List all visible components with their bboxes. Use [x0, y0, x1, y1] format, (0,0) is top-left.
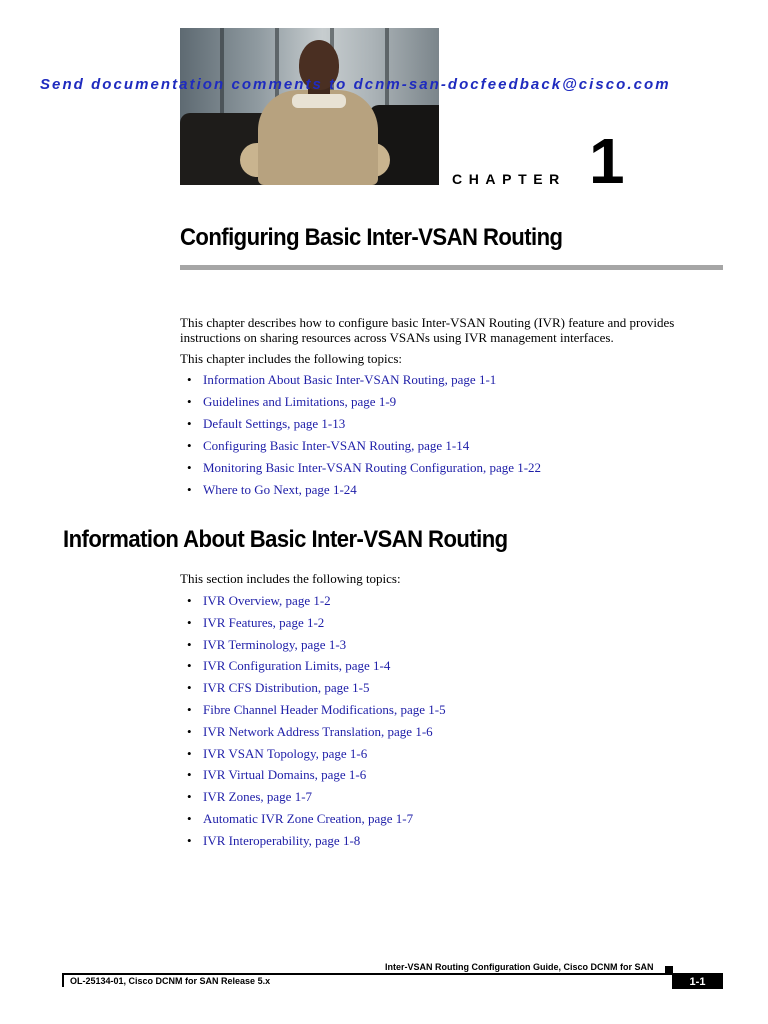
topic-link[interactable]: IVR Virtual Domains, page 1-6 — [203, 767, 367, 783]
footer-tick — [62, 973, 64, 987]
bullet-icon: • — [187, 614, 192, 630]
bullet-icon: • — [187, 789, 192, 805]
topic-link[interactable]: IVR CFS Distribution, page 1-5 — [203, 680, 370, 696]
bullet-icon: • — [187, 416, 192, 431]
bullet-icon: • — [187, 372, 192, 387]
bullet-icon: • — [187, 593, 192, 608]
section-intro: This section includes the following topics: — [180, 571, 401, 586]
chapter-topics-intro: This chapter includes the following topics: — [180, 351, 403, 366]
bullet-icon: • — [187, 636, 192, 652]
chapter-photo — [180, 28, 439, 185]
section-title: Information About Basic Inter-VSAN Routing — [63, 526, 508, 553]
bullet-icon: • — [187, 832, 192, 848]
list-item — [187, 438, 541, 460]
list-item — [187, 724, 446, 746]
list-item — [187, 658, 446, 680]
list-item — [187, 372, 541, 394]
list-item — [187, 746, 446, 768]
bullet-icon: • — [187, 460, 192, 475]
chapter-number: 1 — [589, 125, 625, 197]
footer-rule — [62, 973, 723, 975]
topic-link[interactable]: Monitoring Basic Inter-VSAN Routing Configuration, page 1-22 — [203, 460, 542, 475]
topic-link[interactable]: IVR Configuration Limits, page 1-4 — [203, 658, 391, 674]
bullet-icon: • — [187, 767, 192, 783]
chapter-intro: This chapter describes how to configure basic Inter-VSAN Routing (IVR) feature and provides instructions on sharing resources across VSANs using IVR management interfaces. — [180, 315, 675, 345]
page-number: 1-1 — [672, 975, 723, 989]
bullet-icon: • — [187, 701, 192, 717]
list-item — [187, 615, 446, 637]
topic-link[interactable]: IVR Overview, page 1-2 — [203, 593, 331, 608]
topic-link[interactable]: IVR Features, page 1-2 — [203, 614, 325, 630]
bullet-icon: • — [187, 680, 192, 696]
topic-link[interactable]: IVR Terminology, page 1-3 — [203, 636, 347, 652]
list-item — [187, 833, 446, 855]
list-item — [187, 680, 446, 702]
footer-guide-title: Inter-VSAN Routing Configuration Guide, Cisco DCNM for SAN — [385, 962, 654, 972]
list-item — [187, 637, 446, 659]
bullet-icon: • — [187, 394, 192, 409]
list-item — [187, 767, 446, 789]
chapter-title: Configuring Basic Inter-VSAN Routing — [180, 224, 563, 251]
bullet-icon: • — [187, 723, 192, 739]
chapter-topic-list — [187, 372, 541, 504]
topic-link[interactable]: IVR Interoperability, page 1-8 — [203, 832, 361, 848]
bullet-icon: • — [187, 810, 192, 826]
topic-link[interactable]: IVR VSAN Topology, page 1-6 — [203, 745, 368, 761]
list-item — [187, 702, 446, 724]
bullet-icon: • — [187, 658, 192, 674]
topic-link[interactable]: Automatic IVR Zone Creation, page 1-7 — [203, 810, 414, 826]
topic-link[interactable]: Fibre Channel Header Modifications, page 1-5 — [203, 701, 446, 717]
topic-link[interactable]: Where to Go Next, page 1-24 — [203, 482, 357, 497]
title-rule — [180, 265, 723, 270]
list-item — [187, 394, 541, 416]
bullet-icon: • — [187, 745, 192, 761]
list-item — [187, 789, 446, 811]
section-topic-list — [187, 593, 446, 855]
list-item — [187, 811, 446, 833]
footer-doc-id: OL-25134-01, Cisco DCNM for SAN Release 5.x — [70, 976, 271, 986]
topic-link[interactable]: Guidelines and Limitations, page 1-9 — [203, 394, 397, 409]
feedback-banner[interactable]: Send documentation comments to dcnm-san-docfeedback@cisco.com — [40, 76, 671, 93]
list-item — [187, 460, 541, 482]
list-item — [187, 593, 446, 615]
chapter-label: CHAPTER — [452, 171, 566, 187]
list-item — [187, 482, 541, 504]
topic-link[interactable]: Default Settings, page 1-13 — [203, 416, 346, 431]
topic-link[interactable]: IVR Network Address Translation, page 1-6 — [203, 723, 433, 739]
bullet-icon: • — [187, 438, 192, 453]
topic-link[interactable]: Information About Basic Inter-VSAN Routing, page 1-1 — [203, 372, 497, 387]
list-item — [187, 416, 541, 438]
topic-link[interactable]: IVR Zones, page 1-7 — [203, 789, 313, 805]
topic-link[interactable]: Configuring Basic Inter-VSAN Routing, page 1-14 — [203, 438, 470, 453]
footer-marker — [665, 966, 673, 973]
bullet-icon: • — [187, 482, 192, 497]
